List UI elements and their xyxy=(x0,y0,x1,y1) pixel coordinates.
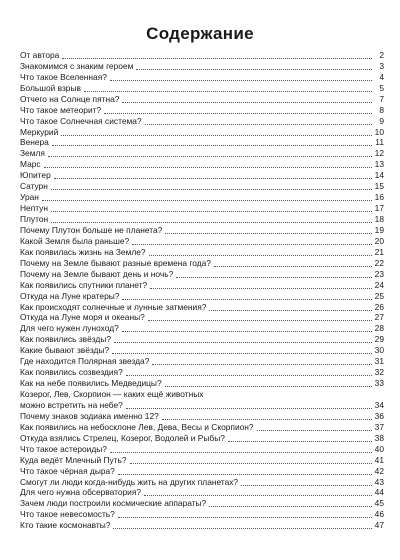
toc-entry-page-number: 29 xyxy=(374,334,384,345)
toc-entry-page-number: 27 xyxy=(374,312,384,323)
toc-entry xyxy=(20,477,384,488)
toc-entry xyxy=(20,302,384,313)
toc-entry xyxy=(20,116,384,127)
toc-entry xyxy=(20,105,384,116)
toc-entry xyxy=(20,520,384,531)
dot-leader xyxy=(209,310,372,311)
toc-entry-page-number: 12 xyxy=(374,148,384,159)
dot-leader xyxy=(165,386,372,387)
toc-entry-title: Какой Земля была раньше? xyxy=(20,235,130,246)
dot-leader xyxy=(126,375,372,376)
toc-entry-title: Где находится Полярная звезда? xyxy=(20,356,150,367)
toc-entry-title: Что такое невесомость? xyxy=(20,509,115,520)
toc-entry-page-number: 9 xyxy=(379,115,384,126)
toc-entry-title: Смогут ли люди когда-нибудь жить на других планетах? xyxy=(20,476,239,487)
dot-leader xyxy=(126,408,372,409)
toc-entry-title: Как появились созвездия? xyxy=(20,367,123,378)
dot-leader xyxy=(122,102,372,103)
dot-leader xyxy=(130,463,372,464)
toc-entry-title: можно встретить на небе? xyxy=(20,399,123,410)
toc-entry xyxy=(20,378,384,389)
toc-entry-title: Зачем люди построили космические аппараты? xyxy=(20,498,207,509)
dot-leader xyxy=(144,495,372,496)
dot-leader xyxy=(51,189,372,190)
dot-leader xyxy=(241,485,372,486)
toc-entry xyxy=(20,127,384,138)
toc-entry-page-number: 40 xyxy=(374,443,384,454)
toc-entry-page-number: 19 xyxy=(374,224,384,235)
toc-entry-title: Марс xyxy=(20,159,41,170)
toc-entry xyxy=(20,400,384,411)
toc-entry xyxy=(20,422,384,433)
toc-entry-page-number: 5 xyxy=(379,82,384,93)
toc-entry-title: Что такое чёрная дыра? xyxy=(20,465,115,476)
toc-entry-title: Большой взрыв xyxy=(20,82,81,93)
toc-entry-title: Откуда взялись Стрелец, Козерог, Водолей и Рыбы? xyxy=(20,432,225,443)
toc-entry-title: Меркурий xyxy=(20,126,59,137)
toc-entry-page-number: 30 xyxy=(374,345,384,356)
dot-leader xyxy=(114,342,372,343)
toc-entry-title: Как появилась жизнь на Земле? xyxy=(20,246,146,257)
dot-leader xyxy=(84,91,372,92)
toc-entry-title: Откуда на Луне моря и океаны? xyxy=(20,312,145,323)
toc-entry-page-number: 15 xyxy=(374,181,384,192)
toc-entry-title: Кто такие космонавты? xyxy=(20,520,111,531)
toc-entry xyxy=(20,159,384,170)
toc-entry xyxy=(20,138,384,149)
toc-entry-page-number: 25 xyxy=(374,290,384,301)
dot-leader xyxy=(150,288,372,289)
dot-leader xyxy=(61,135,372,136)
dot-leader xyxy=(132,244,372,245)
dot-leader xyxy=(113,528,372,529)
toc-entry-page-number: 46 xyxy=(374,509,384,520)
toc-entry xyxy=(20,488,384,499)
dot-leader xyxy=(149,255,372,256)
dot-leader xyxy=(54,178,372,179)
dot-leader xyxy=(136,69,372,70)
toc-entry xyxy=(20,466,384,477)
toc-entry-title: Для чего нужен луноход? xyxy=(20,323,119,334)
dot-leader xyxy=(42,200,372,201)
dot-leader xyxy=(148,320,372,321)
toc-entry-page-number: 4 xyxy=(379,71,384,82)
toc-entry-title: Козерог, Лев, Скорпион — каких ещё животных xyxy=(20,389,204,400)
toc-entry-page-number: 21 xyxy=(374,246,384,257)
toc-entry xyxy=(20,389,384,400)
toc-entry-title: Почему Плутон больше не планета? xyxy=(20,224,163,235)
toc-entry xyxy=(20,280,384,291)
toc-entry xyxy=(20,148,384,159)
toc-entry-page-number: 18 xyxy=(374,214,384,225)
toc-list xyxy=(20,50,384,531)
dot-leader xyxy=(104,113,372,114)
toc-entry-title: Знакомимся с знаким героем xyxy=(20,60,134,71)
toc-entry xyxy=(20,455,384,466)
toc-entry xyxy=(20,214,384,225)
toc-entry-title: Плутон xyxy=(20,214,49,225)
toc-entry-title: Какие бывают звёзды? xyxy=(20,345,110,356)
toc-entry-page-number: 7 xyxy=(379,93,384,104)
dot-leader xyxy=(44,167,372,168)
toc-entry-title: Как появились спутники планет? xyxy=(20,279,148,290)
toc-entry-title: Как на небе появились Медведицы? xyxy=(20,378,162,389)
toc-entry-page-number: 16 xyxy=(374,192,384,203)
toc-entry-page-number: 26 xyxy=(374,301,384,312)
dot-leader xyxy=(112,353,372,354)
toc-entry xyxy=(20,236,384,247)
toc-entry xyxy=(20,83,384,94)
dot-leader xyxy=(214,266,372,267)
toc-entry-page-number: 22 xyxy=(374,257,384,268)
toc-entry-page-number: 42 xyxy=(374,465,384,476)
dot-leader xyxy=(52,145,372,146)
toc-entry-page-number: 20 xyxy=(374,235,384,246)
dot-leader xyxy=(176,277,372,278)
toc-entry xyxy=(20,498,384,509)
toc-entry-title: Что такое астероиды? xyxy=(20,443,107,454)
toc-entry xyxy=(20,61,384,72)
toc-entry-page-number: 37 xyxy=(374,421,384,432)
toc-entry-page-number: 23 xyxy=(374,268,384,279)
toc-entry-title: Как появились звёзды? xyxy=(20,334,111,345)
toc-entry xyxy=(20,269,384,280)
toc-entry-title: Почему на Земле бывают разные времена года? xyxy=(20,257,211,268)
toc-entry xyxy=(20,181,384,192)
toc-entry-page-number: 3 xyxy=(379,60,384,71)
toc-entry-page-number: 36 xyxy=(374,410,384,421)
dot-leader xyxy=(122,299,372,300)
dot-leader xyxy=(162,419,372,420)
toc-entry xyxy=(20,170,384,181)
toc-entry-title: Для чего нужна обсерватория? xyxy=(20,487,142,498)
toc-entry xyxy=(20,411,384,422)
toc-entry xyxy=(20,258,384,269)
toc-entry-page-number: 34 xyxy=(374,399,384,410)
toc-entry-title: Как происходят солнечные и лунные затмения? xyxy=(20,301,207,312)
toc-entry-page-number: 45 xyxy=(374,498,384,509)
toc-entry-page-number: 8 xyxy=(379,104,384,115)
dot-leader xyxy=(62,58,372,59)
toc-entry-title: Откуда на Луне кратеры? xyxy=(20,290,120,301)
dot-leader xyxy=(228,441,372,442)
toc-entry xyxy=(20,225,384,236)
toc-entry xyxy=(20,291,384,302)
toc-entry xyxy=(20,444,384,455)
toc-entry-page-number: 44 xyxy=(374,487,384,498)
dot-leader xyxy=(110,80,372,81)
toc-entry-page-number: 33 xyxy=(374,378,384,389)
toc-entry-page-number: 24 xyxy=(374,279,384,290)
toc-entry xyxy=(20,247,384,258)
toc-entry-title: Что такое Вселенная? xyxy=(20,71,107,82)
toc-entry xyxy=(20,323,384,334)
toc-entry xyxy=(20,334,384,345)
dot-leader xyxy=(145,124,372,125)
toc-entry-page-number: 2 xyxy=(379,49,384,60)
toc-entry xyxy=(20,94,384,105)
dot-leader xyxy=(48,156,372,157)
toc-entry xyxy=(20,345,384,356)
toc-entry-title: Почему знаков зодиака именно 12? xyxy=(20,410,159,421)
toc-entry xyxy=(20,356,384,367)
toc-entry-page-number: 38 xyxy=(374,432,384,443)
toc-entry-title: Сатурн xyxy=(20,181,48,192)
toc-entry-title: Венера xyxy=(20,137,49,148)
dot-leader xyxy=(209,506,372,507)
toc-entry-page-number: 43 xyxy=(374,476,384,487)
dot-leader xyxy=(118,474,372,475)
toc-entry xyxy=(20,367,384,378)
dot-leader xyxy=(165,233,372,234)
toc-entry-page-number: 47 xyxy=(374,520,384,531)
toc-entry-title: Юпитер xyxy=(20,170,51,181)
toc-entry-page-number: 41 xyxy=(374,454,384,465)
toc-entry-title: Отчего на Солнце пятна? xyxy=(20,93,120,104)
dot-leader xyxy=(257,430,372,431)
page-title: Содержание xyxy=(146,24,254,43)
toc-entry-page-number: 32 xyxy=(374,367,384,378)
toc-entry-title: Куда ведёт Млечный Путь? xyxy=(20,454,127,465)
dot-leader xyxy=(118,517,372,518)
toc-entry-page-number: 17 xyxy=(374,203,384,214)
dot-leader xyxy=(110,452,372,453)
toc-entry-title: Земля xyxy=(20,148,45,159)
toc-entry-page-number: 10 xyxy=(374,126,384,137)
toc-entry-page-number: 31 xyxy=(374,356,384,367)
toc-entry-title: Почему на Земле бывают день и ночь? xyxy=(20,268,174,279)
toc-entry-page-number: 14 xyxy=(374,170,384,181)
toc-entry-title: Нептун xyxy=(20,203,48,214)
dot-leader xyxy=(152,364,372,365)
dot-leader xyxy=(51,211,372,212)
toc-entry xyxy=(20,509,384,520)
dot-leader xyxy=(122,331,372,332)
dot-leader xyxy=(51,222,372,223)
toc-entry xyxy=(20,72,384,83)
toc-entry xyxy=(20,433,384,444)
toc-entry-title: Уран xyxy=(20,192,39,203)
toc-entry-title: Как появились на небосклоне Лев, Дева, Весы и Скорпион? xyxy=(20,421,254,432)
toc-entry xyxy=(20,50,384,61)
toc-entry-page-number: 11 xyxy=(375,137,384,148)
toc-entry-title: От автора xyxy=(20,49,60,60)
toc-entry-page-number: 13 xyxy=(374,159,384,170)
toc-entry xyxy=(20,313,384,324)
toc-entry xyxy=(20,203,384,214)
toc-entry-title: Что такое метеорит? xyxy=(20,104,102,115)
toc-entry-title: Что такое Солнечная система? xyxy=(20,115,142,126)
toc-entry xyxy=(20,192,384,203)
toc-entry-page-number: 28 xyxy=(374,323,384,334)
